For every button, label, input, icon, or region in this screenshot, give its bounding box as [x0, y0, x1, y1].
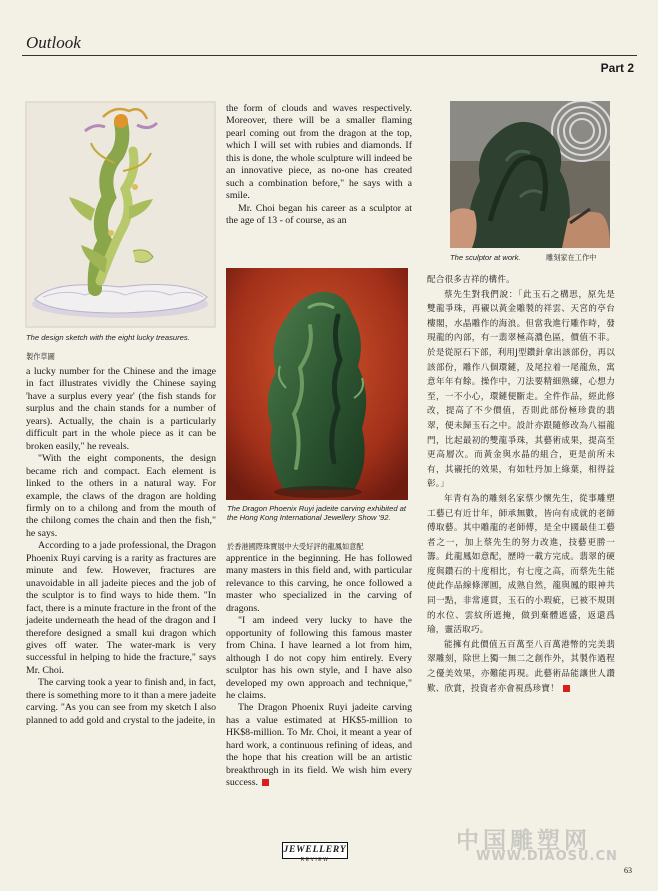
paragraph: apprentice in the beginning. He has followed many masters in this field and, with particular relevance to this carving, he once followed a master who specialized in the carving of dragons.: [226, 553, 412, 614]
paragraph: Mr. Choi began his career as a sculptor at the age of 13 - of course, as an: [226, 202, 412, 227]
paragraph: 配合很多吉祥的構件。: [427, 275, 515, 285]
sketch-image: [25, 101, 216, 328]
part-label: Part 2: [600, 61, 634, 75]
end-mark: [262, 779, 269, 786]
watermark-chinese: 中国雕塑网: [456, 828, 591, 854]
watermark-url: WWW.DIAOSU.CN: [476, 849, 618, 864]
sculptor-caption-chinese: 雕刻家在工作中: [546, 253, 597, 262]
chinese-article-column: [427, 273, 615, 696]
sketch-caption-chinese: 製作草圖: [26, 352, 55, 361]
article-column-1: [26, 366, 216, 727]
magazine-logo: JEWELLERY: [282, 842, 348, 859]
paragraph: According to a jade professional, the Dragon Phoenix Ruyi carving is a rarity as fractures are minute and few. However, fractures are unavoidable in all jadeite pieces and the job of the sculptor is to find ways to hide them. "In fact, there is a minute fracture in the front of the jadeite underneath the head of the dragon and I therefore designed a small kui dragon which gives off water. The water-mark is very successful in helping to hide the fracture," says Mr. Choi.: [26, 540, 216, 676]
article-column-2-bottom: [226, 553, 412, 790]
paragraph: The carving took a year to finish and, in fact, there is something more to it than a mere jadeite carving. "As you can see from my sketch I also planned to add gold and crystal to the jadeite, in: [26, 677, 216, 726]
end-mark: [563, 685, 570, 692]
paragraph: "I am indeed very lucky to have the opportunity of following this famous master from China. I have learned a lot from him, although I do not copy him entirely. Every sculptor has his own style, and I have also developed my own approach and technique," he claims.: [226, 615, 412, 701]
magazine-logo-subtitle: REVIEW: [300, 857, 330, 863]
paragraph: a lucky number for the Chinese and the image in fact illustrates vividly the Chinese saying 'have a surplus every year' (the fish stands for surplus and the chain stands for a number of years). Actually, the chain is a particularly difficult part in the whole piece as it can be broken easily," he reveals.: [26, 366, 216, 452]
carving-caption-chinese: 於香港國際珠寶展中大受好評的龍鳳如意配: [227, 542, 364, 551]
paragraph: the form of clouds and waves respectively. Moreover, there will be a smaller flaming pearl coming out from the dragon at the top, which I will set with rubies and diamonds. If this is done, the whole sculpture will indeed be an innovative piece, as no-one has created such a combination before," he says with a smile.: [226, 103, 412, 202]
sculptor-caption: The sculptor at work.: [450, 253, 521, 262]
paragraph: 蔡先生對我們說：「此玉石之構思，原先是雙龍爭珠，再襯以黃金雕製的祥雲、天宮的亭台樓閣，水晶雕作的海浪。但當我進行雕作時，發現龍的內部，有一翡翠極高濃色區，價值不菲。於是從原石下部，利用J型鑽針拿出該部份，再以該部份，雕作八個環鏈，及尾拉着一尾龍魚，寓意年年有餘。操作中，刀法要精細熟練，心想力至，一不小心，環鏈便斷走。全件作品，經此修改，提高了不少價值，否則此部份極珍貴的翡翠，便未歸玉石之中。設計亦跟隨修改為八福龍門，比起最初的雙龍爭珠，其藝術成果，提高至更高層次。而黃金與水晶的組合，更是前所未有，其襯托的效果，有如牡丹加上綠葉，相得益彰。」: [427, 289, 615, 490]
paragraph: The Dragon Phoenix Ruyi jadeite carving has a value estimated at HK$5-million to HK$8-million. To Mr. Choi, it meant a year of hard work, a continuous refining of ideas, and the hope that his creation will be an artistic breakthrough in its field. We wish him every success.: [226, 702, 412, 789]
section-title: Outlook: [26, 33, 81, 52]
header-rule: [22, 55, 637, 56]
paragraph: 年青有為的雕刻名家蔡少懷先生，從事雕塑工藝已有近廿年，師承無數，皆向有成就的老師傅取藝。其中雕龍的老師傅，是全中國最佳工藝者之一，加上蔡先生的努力改進，技藝更勝一籌。此龍鳳如意配，歷時一載方完成。翡翠的硬度與鑽石的十度相比，有七度之高，而蔡先生能使此作品線條渾圓，成熟自然，龍與鳳的眼神共同一點，非常連貫，玉石的小瑕疵，已被不規則的水位、雲紋所遮掩，做到棄體遮盛，返還爲瑜，靈活取巧。: [427, 493, 615, 636]
paragraph: "With the eight components, the design became rich and compact. Each element is linked to the others in a natural way. For example, the claws of the dragon are holding firmly on to a chilong and from the mouth of the chilong comes the chain and then the fish," he says.: [26, 453, 216, 539]
article-column-2-top: [226, 103, 412, 228]
carving-photo: [226, 268, 408, 500]
sculptor-photo: [450, 101, 610, 248]
page-number: 63: [624, 866, 632, 875]
sketch-caption: The design sketch with the eight lucky treasures.: [26, 333, 190, 342]
paragraph: 能擁有此價值五百萬至八百萬港幣的完美翡翠雕刻，除世上獨一無二之創作外，其製作過程之優美效果，亦難能再現。此藝術品能讓世人讚歎、欣賞，投資者亦會視爲珍寶！: [427, 639, 615, 694]
carving-caption: The Dragon Phoenix Ruyi jadeite carving exhibited at the Hong Kong International Jewellery Show '92.: [227, 504, 406, 522]
